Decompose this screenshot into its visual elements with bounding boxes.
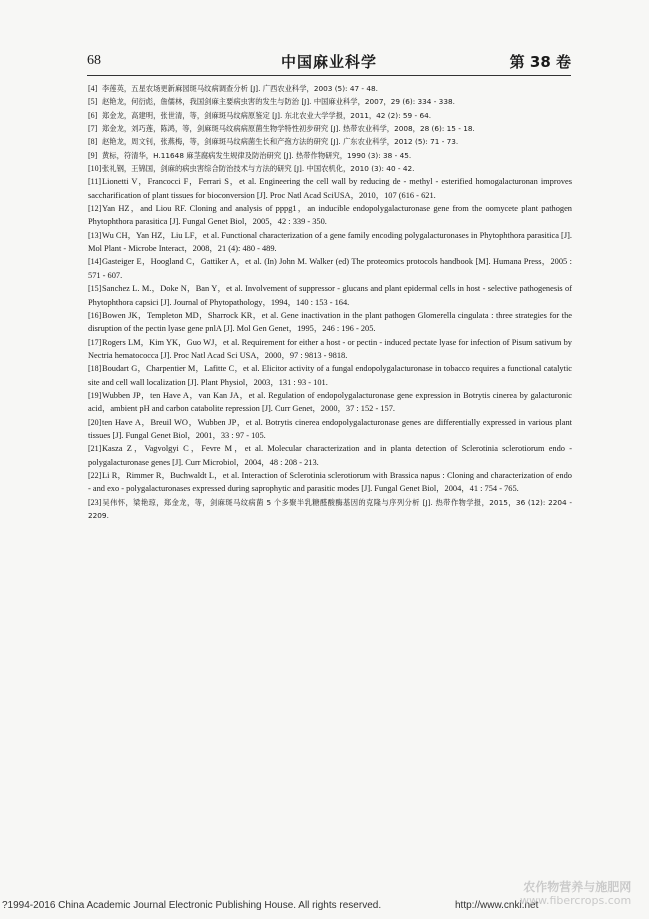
reference-number: [22] [88, 470, 102, 480]
reference-item [88, 442, 572, 469]
reference-number: [14] [88, 257, 102, 267]
reference-item [88, 336, 572, 363]
reference-text: Rogers LM，Kim YK，Guo WJ，et al. Requirement for either a host - or pectin - induced pectate lyase for infection of Pisum sativum by Nectria hematococca [J]. Proc Natl Acad Sci USA，2000，97 : 9813 - 9818. [88, 337, 572, 360]
reference-text: Wu CH，Yan HZ，Liu LF，et al. Functional characterization of a gene family encoding polygalacturonases in Phytophthora parasitica [J]. Mol Plant - Microbe Interact，2008，21 (4): 480 - 489. [88, 230, 572, 254]
reference-item [88, 416, 572, 443]
reference-number: [20] [88, 417, 102, 427]
reference-text: 张礼钢，王锦国，剑麻的病虫害综合防治技术与方法的研究 [J]. 中国农机化，2010 (3): 40 - 42. [102, 164, 415, 174]
reference-text: Boudart G，Charpentier M，Lafitte C，et al. Elicitor activity of a fungal endopolygalacturonase in tobacco requires a functional catalytic site and cell wall localization [J]. Plant Physiol，2003，131 : 93 - 101. [88, 364, 572, 387]
reference-text: Sanchez L. M.，Doke N，Ban Y，et al. Involvement of suppressor - glucans and plant epidermal cells in host - selective pathogenesis of Phytophthora capsici [J]. Journal of Phytopathology，1994，140 : 153 - 164. [88, 284, 572, 307]
watermark-title: 农作物营养与施肥网 [523, 880, 632, 894]
reference-item [88, 122, 572, 135]
reference-number: [23] [88, 497, 102, 507]
volume-label: 第 38 卷 [509, 53, 571, 71]
reference-number: [19] [88, 390, 102, 400]
reference-text: 黄标，符清华，H.11648 麻茎腐病发生规律及防治研究 [J]. 热带作物研究，1990 (3): 38 - 45. [102, 150, 412, 160]
copyright-footer: ?1994-2016 China Academic Journal Electronic Publishing House. All rights reserved. [2, 900, 382, 911]
reference-number: [17] [88, 337, 102, 347]
reference-number: [10] [88, 164, 102, 174]
reference-number: [5] [88, 97, 98, 107]
reference-number: [11] [88, 177, 102, 187]
reference-text: 赵艳龙，何衍彪，詹儒林，我国剑麻主要病虫害的发生与防治 [J]. 中国麻业科学，2007，29 (6): 334 - 338. [102, 97, 455, 107]
reference-item [88, 309, 572, 336]
reference-item [88, 109, 572, 122]
reference-number: [15] [88, 284, 102, 294]
reference-item [88, 496, 572, 523]
reference-text: Li R，Rimmer R，Buchwaldt L，et al. Interaction of Sclerotinia sclerotiorum with Brassica napus : Cloning and characterization of endo - and exo - polygalacturonases expressed during saprophytic and parasitic modes [J]. Fungal Genet Biol，2004，41 : 754 - 765. [88, 470, 572, 494]
reference-text: 李莲英，五星农场更新麻园斑马纹病调查分析 [J]. 广西农业科学，2003 (5): 47 - 48. [102, 84, 378, 93]
reference-item [88, 162, 572, 175]
reference-item [88, 82, 572, 95]
reference-text: Kasza Z，Vagvolgyi C，Fevre M，et al. Molecular characterization and in planta detection of Sclerotinia sclerotiorum endo - polygalacturonase genes [J]. Curr Microbiol，2004，48 : 208 - 213. [88, 444, 572, 467]
reference-text: Lionetti V，Francocci F，Ferrari S，et al. Engineering the cell wall by reducing de - methyl - esterified homogalacturonan improves saccharification of plant tissues for bioconversion [J]. Proc Natl Acad SciUSA，2010，107 (616 - 621. [88, 177, 572, 200]
reference-text: 郑金龙，刘巧莲，陈鸿，等，剑麻斑马纹病病原菌生物学特性初步研究 [J]. 热带农业科学，2008，28 (6): 15 - 18. [102, 124, 475, 134]
cnki-url[interactable]: http://www.cnki.net [455, 900, 539, 911]
reference-item [88, 282, 572, 309]
reference-item [88, 255, 572, 282]
reference-item [88, 389, 572, 416]
reference-text: Gasteiger E，Hoogland C，Gattiker A，et al. (In) John M. Walker (ed) The proteomics protocols handbook [M]. Humana Press，2005 : 571 - 607. [88, 257, 572, 280]
reference-item [88, 149, 572, 162]
reference-number: [9] [88, 150, 98, 160]
reference-item [88, 175, 572, 202]
reference-number: [4] [88, 84, 98, 93]
reference-item [88, 202, 572, 229]
reference-item [88, 95, 572, 108]
reference-number: [16] [88, 310, 102, 320]
reference-item [88, 229, 572, 256]
reference-item [88, 135, 572, 148]
reference-text: Bowen JK，Templeton MD，Sharrock KR，et al. Gene inactivation in the plant pathogen Glomerella cingulata : three strategies for the disruption of the pectin lyase gene pnlA [J]. Mol Gen Genet，1995，246 : 196 - 205. [88, 310, 572, 334]
reference-number: [21] [88, 444, 102, 454]
reference-number: [6] [88, 110, 98, 120]
page-number: 68 [87, 53, 101, 68]
reference-list [88, 82, 572, 522]
page-header [87, 49, 571, 76]
reference-item [88, 362, 572, 389]
reference-text: ten Have A，Breuil WO，Wubben JP，et al. Botrytis cinerea endopolygalacturonase genes are differentially expressed in various plant tissues [J]. Fungal Genet Biol，2001，33 : 97 - 105. [88, 417, 572, 440]
reference-text: 赵艳龙，周文钊，张燕梅，等，剑麻斑马纹病菌生长和产孢方法的研究 [J]. 广东农业科学，2012 (5): 71 - 73. [102, 137, 459, 147]
reference-text: Yan HZ，and Liou RF. Cloning and analysis of pppg1，an inducible endopolygalacturonase gene from the oomycete plant pathogen Phytophthora parasitica [J]. Fungal Genet Biol，2005，42 : 339 - 350. [88, 204, 572, 227]
reference-text: 吴伟怀，梁艳琼，郑金龙，等，剑麻斑马纹病菌 5 个多聚半乳糖醛酸酶基因的克隆与序列分析 [J]. 热带作物学报，2015，36 (12): 2204 - 2209. [88, 497, 572, 520]
reference-number: [13] [88, 230, 102, 240]
reference-item [88, 469, 572, 496]
reference-number: [8] [88, 137, 98, 147]
reference-number: [18] [88, 364, 102, 374]
journal-title: 中国麻业科学 [280, 53, 377, 71]
site-watermark [520, 880, 631, 908]
reference-text: Wubben JP，ten Have A，van Kan JA，et al. Regulation of endopolygalacturonase gene expression in Botrytis cinerea by galacturonic acid，ambient pH and carbon catabolite repression [J]. Curr Genet，2000，37 : 152 - 157. [88, 390, 572, 414]
reference-number: [7] [88, 124, 98, 134]
watermark-url: www.fibercrops.com [520, 894, 632, 907]
reference-number: [12] [88, 204, 102, 214]
reference-text: 郑金龙，高建明，张世清，等，剑麻斑马纹病原鉴定 [J]. 东北农业大学学报，2011，42 (2): 59 - 64. [102, 110, 432, 120]
